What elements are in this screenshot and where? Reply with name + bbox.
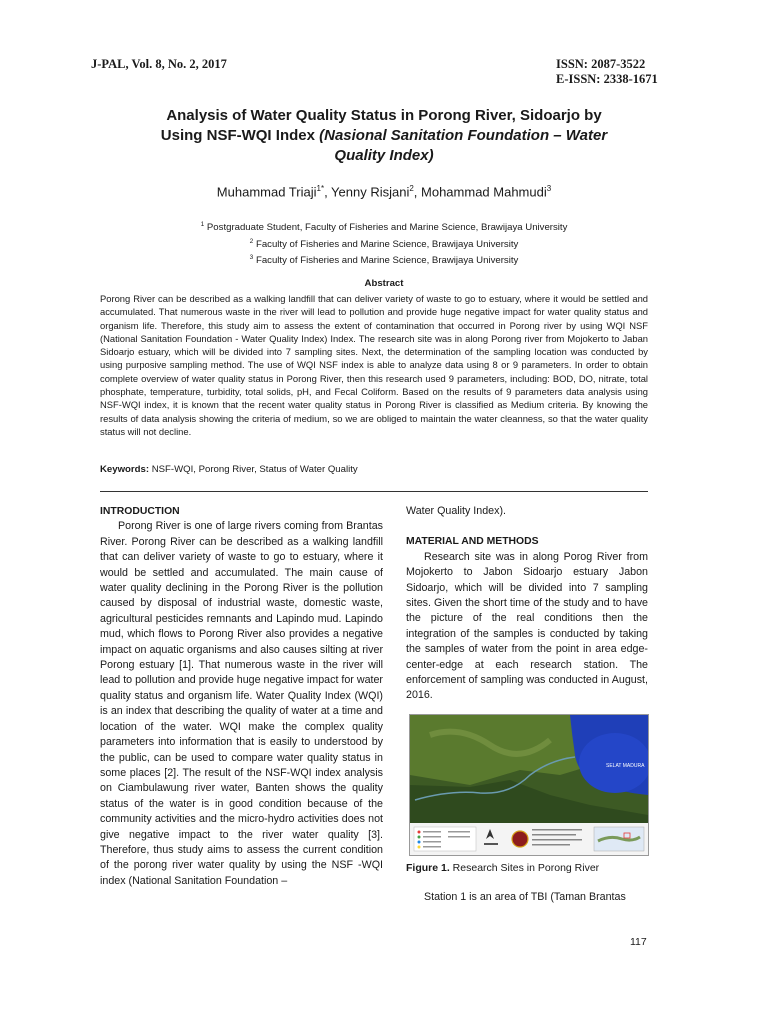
keywords-text: NSF-WQI, Porong River, Status of Water Quality xyxy=(149,464,358,475)
legend-marker-yellow xyxy=(418,846,421,849)
author-1-sup: 1* xyxy=(316,184,325,193)
affiliation-2-sup: 2 xyxy=(249,237,254,245)
caption-line-4 xyxy=(532,844,570,846)
legend-line-2 xyxy=(423,836,441,838)
legend-line-1 xyxy=(423,831,441,833)
author-1: Muhammad Triaji xyxy=(216,184,317,200)
affiliation-2-text: Faculty of Fisheries and Marine Science, Brawijaya University xyxy=(255,238,519,250)
keywords-label: Keywords: xyxy=(100,464,150,475)
section-divider xyxy=(100,491,648,492)
affiliation-2 xyxy=(100,235,668,252)
title-line-3 xyxy=(100,146,668,166)
caption-line-1 xyxy=(532,829,582,831)
keywords xyxy=(100,464,358,475)
title-line-3-italic: Quality Index) xyxy=(334,147,434,164)
abstract-text: Porong River can be described as a walking landfill that can deliver variety of waste to go to estuary, where it would be settled and accumulated. That numerous waste in the river will lead to pollution and provide huge negative impact for water quality status and organism life. Therefore, this study aim to assess the extent of contamination that occurred in Porong river by using WQI NSF (National Sanitation Foundation - Water Quality Index) Index. The research site was in along Porong river from Mojokerto to Jaban Sidoarjo estuary, which will be divided into 7 sampling sites. Next, the determination of the sampling location was conducted by using purposive sampling method. The use of WQI NSF index is able to analyze data using 8 or 9 parameters. In order to obtain complete overview of water quality status in Porong River, then this research used 9 parameters, including: BOD, DO, nitrate, total phosphate, temperature, turbidity, total solids, pH, and Fecal Coliform. Based on the results of 9 parameters data analysis using NSF-WQI index, it is known that the recent water quality status in Porong River is classified as Medium criteria. By knowing the results of data analysis showing the criteria of medium, so we are obliged to maintain the water cleanness, so that the water quality status will not decline. xyxy=(100,293,648,437)
legend-line-6 xyxy=(448,836,470,838)
university-seal-icon xyxy=(512,831,528,847)
methods-text: Research site was in along Porog River from Mojokerto to Jabon Sidoarjo estuary Jabon Sidoarjo, which will be divided into 7 sampling sites. Given the short time of the study and to have the picture of the real conditions then the integration of the samples is conducted by taking the samples of water from the point in area edge-center-edge at each research station. The enforcement of sampling was conducted in August, 2016. xyxy=(406,550,648,702)
issn-block xyxy=(556,57,658,87)
legend-line-4 xyxy=(423,846,441,848)
paper-title xyxy=(100,106,668,166)
satellite-map-image xyxy=(410,715,648,855)
affiliation-1-text: Postgraduate Student, Faculty of Fisheries and Marine Science, Brawijaya University xyxy=(206,222,568,234)
title-line-1: Analysis of Water Quality Status in Porong River, Sidoarjo by xyxy=(166,107,602,124)
research-site-map-figure xyxy=(409,714,649,856)
title-line-2 xyxy=(100,126,668,146)
abstract-heading: Abstract xyxy=(364,278,404,289)
map-sea-label: SELAT MADURA xyxy=(606,763,645,769)
affiliation-3 xyxy=(100,251,668,268)
legend-line-3 xyxy=(423,841,441,843)
author-3: , Mohammad Mahmudi xyxy=(413,184,547,200)
legend-marker-blue xyxy=(418,841,421,844)
affiliations xyxy=(100,218,668,268)
station-1-text: Station 1 is an area of TBI (Taman Brantas xyxy=(424,891,626,903)
legend-marker-red xyxy=(418,831,421,834)
author-2: , Yenny Risjani xyxy=(324,184,410,200)
caption-line-3 xyxy=(532,839,582,841)
page-number: 117 xyxy=(630,936,647,948)
title-line-2-plain: Using NSF-WQI Index xyxy=(160,127,320,144)
affiliation-1-sup: 1 xyxy=(200,221,205,228)
author-2-sup: 2 xyxy=(409,184,414,193)
methods-heading: MATERIAL AND METHODS xyxy=(406,536,539,548)
title-line-2-italic: (Nasional Sanitation Foundation – Water xyxy=(319,127,608,144)
introduction-heading: INTRODUCTION xyxy=(100,506,180,517)
issn: ISSN: 2087-3522 xyxy=(556,57,646,71)
author-list xyxy=(100,184,668,199)
left-column xyxy=(100,504,383,889)
author-3-sup: 3 xyxy=(546,184,552,193)
right-column xyxy=(406,504,648,704)
caption-line-2 xyxy=(532,834,576,836)
paragraph-spacer xyxy=(406,519,648,534)
affiliation-3-text: Faculty of Fisheries and Marine Science, Brawijaya University xyxy=(255,255,519,267)
affiliation-1 xyxy=(100,218,668,235)
affiliation-3-sup: 3 xyxy=(249,254,254,262)
journal-citation: J-PAL, Vol. 8, No. 2, 2017 xyxy=(91,57,227,71)
legend-line-5 xyxy=(448,831,470,833)
figure-caption-label: Figure 1. xyxy=(406,862,450,874)
introduction-text: Porong River is one of large rivers coming from Brantas River. Porong River can be described as a walking landfill that can deliver variety of waste to go to estuary, where it would be settled and accumulated. The main cause of water quality declining in the Porong River is the pollution caused by disposal of industrial waste, domestic waste, agricultural pesticides remnants and Lapindo mud. Lapindo mud, which flows to Porong River also provides a negative impact on aquatic organisms and also causes silting at river Porong estuary [1]. That numerous waste in the river will lead to pollution and provide huge negative impact for water quality status and organism life. Water Quality Index (WQI) is an index that describing the quality of water at a time and location of the water. WQI make the complex quality parameters into information that is easily to understood by the public, can be used to compare water quality status in some places [2]. The result of the NSF-WQI index analysis on Ciambulawung river water, Banten shows the quality status of the water is in good condition because of the community activities and the micro-hydro activities does not give negative impact to the river water quality [3]. Therefore, thus study aims to assess the current condition of the porong river water quality by using the NSF -WQI index (National Sanitation Foundation – xyxy=(100,520,383,887)
eissn: E-ISSN: 2338-1671 xyxy=(556,72,658,86)
scale-bar xyxy=(484,843,498,845)
legend-marker-green xyxy=(418,836,421,839)
figure-caption xyxy=(406,862,599,874)
figure-caption-text: Research Sites in Porong River xyxy=(449,862,600,874)
introduction-continued: Water Quality Index). xyxy=(406,505,506,517)
